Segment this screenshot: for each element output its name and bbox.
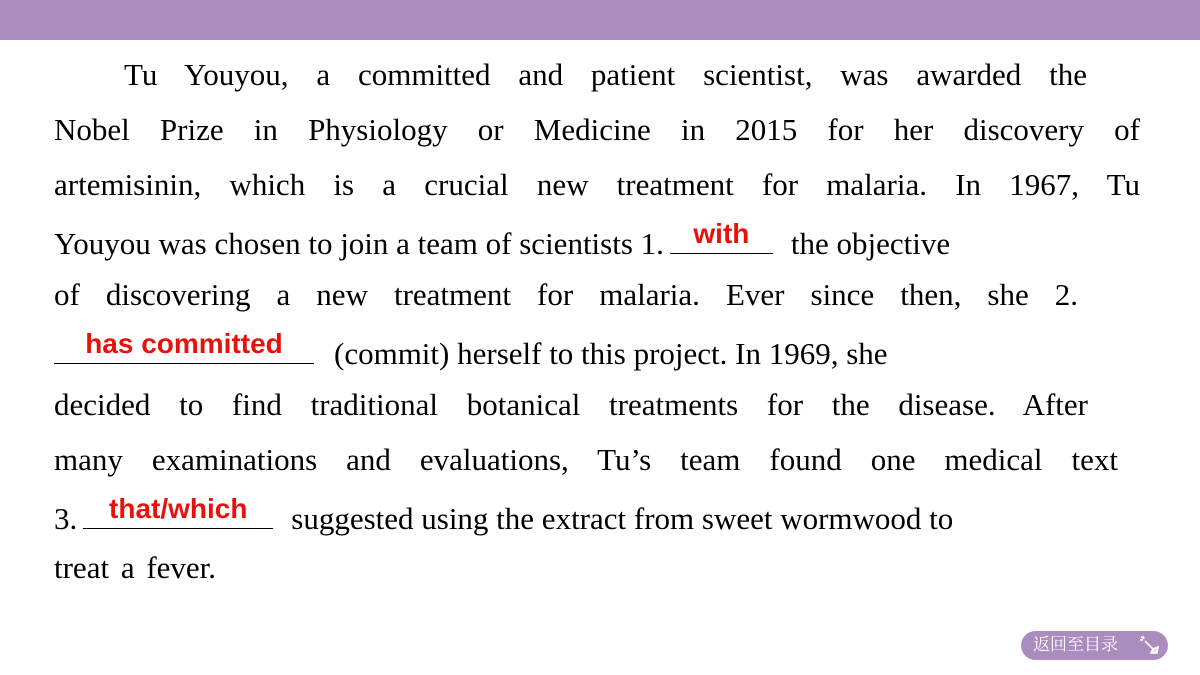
- passage-text: the objective: [790, 226, 951, 261]
- passage-line-10: treat a fever.: [54, 550, 217, 585]
- passage-line-1: Tu Youyou, a committed and patient scientist, was awarded the: [124, 57, 1087, 92]
- passage-text: (commit) herself to this project. In 1969, she: [334, 336, 888, 371]
- passage-line-7: decided to find traditional botanical treatments for the disease. After: [54, 387, 1088, 422]
- passage-line-4: [54, 215, 1140, 265]
- pointing-hand-icon: [1138, 633, 1162, 657]
- back-to-contents-label: 返回至目录: [1033, 635, 1118, 655]
- passage-text: Youyou was chosen to join a team of scientists 1.: [54, 226, 664, 261]
- back-to-contents-button[interactable]: [1021, 631, 1168, 660]
- header-bar: [0, 0, 1200, 40]
- passage-line-8: many examinations and evaluations, Tu’s team found one medical text: [54, 442, 1118, 477]
- answer-3: that/which: [109, 493, 248, 524]
- answer-2: has committed: [85, 328, 283, 359]
- passage-line-9: [54, 490, 1140, 540]
- passage-line-5: of discovering a new treatment for malaria. Ever since then, she 2.: [54, 277, 1078, 312]
- answer-blank-1[interactable]: [670, 215, 773, 254]
- answer-blank-2[interactable]: [54, 325, 314, 364]
- passage-line-2: Nobel Prize in Physiology or Medicine in 2015 for her discovery of: [54, 112, 1140, 147]
- answer-1: with: [693, 218, 750, 249]
- answer-blank-3[interactable]: [83, 490, 273, 529]
- passage-text: suggested using the extract from sweet wormwood to: [291, 501, 954, 536]
- passage-line-3: artemisinin, which is a crucial new treatment for malaria. In 1967, Tu: [54, 167, 1140, 202]
- passage-text: 3.: [54, 501, 78, 536]
- passage-line-6: [54, 325, 1140, 375]
